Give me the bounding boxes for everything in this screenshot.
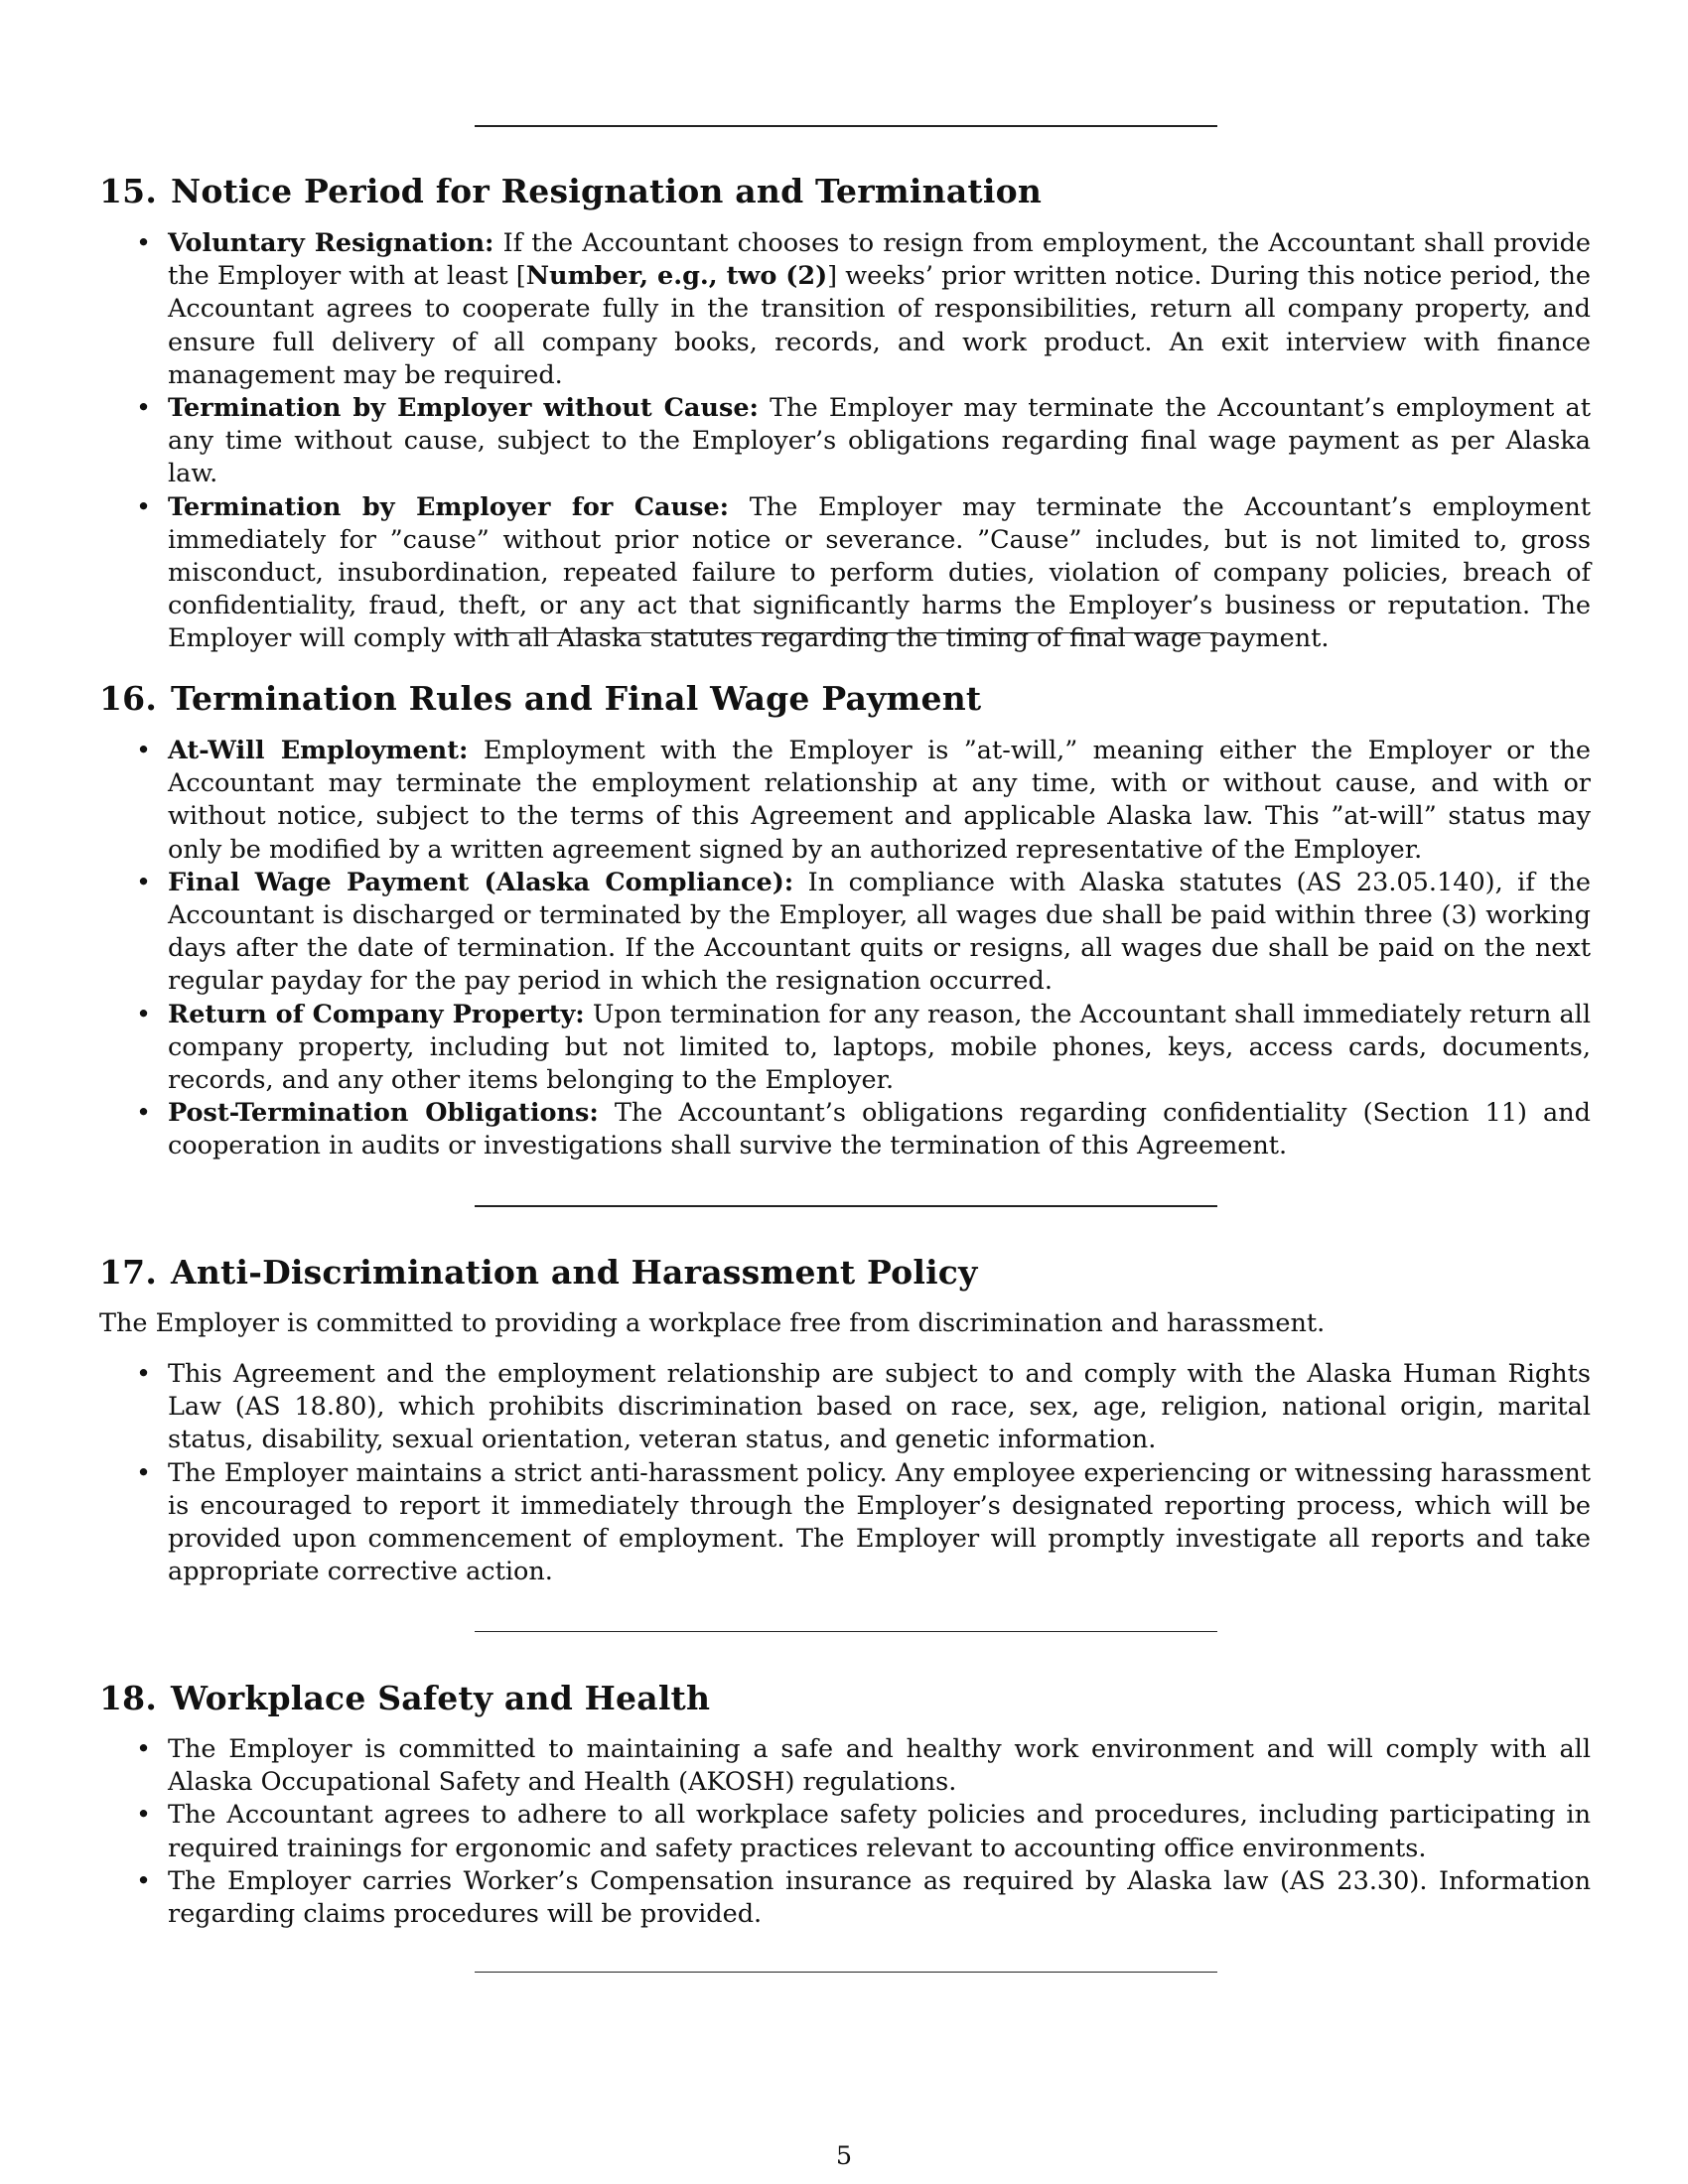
list-item [99, 491, 1591, 656]
section-title: Notice Period for Resignation and Termination [171, 172, 1043, 210]
page-number: 5 [835, 2141, 853, 2171]
section-divider [475, 632, 1217, 633]
list-item: • The Employer is committed to maintaining a safe and healthy work environment and will comply with all Alaska Occupational Safety and Health (AKOSH) regulations. [99, 1733, 1591, 1799]
section-number: 16. [99, 679, 158, 718]
section-heading-15 [99, 172, 1042, 210]
list-item: • The Accountant agrees to adhere to all workplace safety policies and procedures, including participating in required trainings for ergonomic and safety practices relevant to accounting office environments. [99, 1799, 1591, 1864]
section-divider [475, 125, 1217, 127]
list-item [99, 867, 1591, 999]
section-divider [475, 1205, 1217, 1207]
section-15-list [99, 227, 1591, 656]
item-text: Employment with the Employer is ”at-will,” meaning either the Employer or the Accountant may terminate the employment relationship at any time, with or without cause, and with or without notice, subject to the terms of this Agreement and applicable Alaska law. This ”at-will” status may only be modified by a written agreement signed by an authorized representative of the Employer. [168, 736, 1591, 865]
section-intro: The Employer is committed to providing a workplace free from discrimination and harassment. [99, 1308, 1326, 1338]
item-text: ] weeks’ prior written notice. During this notice period, the Accountant agrees to cooperate fully in the transition of responsibilities, return all company property, and ensure full delivery of all company books, records, and work product. An exit interview with finance management may be required. [168, 261, 1592, 390]
section-17-list [99, 1358, 1591, 1588]
item-text: Upon termination for any reason, the Accountant shall immediately return all company property, including but not limited to, laptops, mobile phones, keys, access cards, documents, records, and any other items belonging to the Employer. [168, 999, 1591, 1096]
section-number: 18. [99, 1679, 158, 1717]
item-lead: Termination by Employer without Cause: [168, 393, 759, 424]
section-number: 17. [99, 1253, 158, 1292]
list-item [99, 392, 1591, 491]
section-heading-16 [99, 679, 981, 718]
section-heading-17 [99, 1253, 977, 1292]
section-16-list [99, 735, 1591, 1163]
list-item [99, 1097, 1591, 1162]
section-divider [475, 1972, 1217, 1973]
item-text: The Employer may terminate the Accountant’s employment at any time without cause, subject to the Employer’s obligations regarding final wage payment as per Alaska law. [168, 393, 1591, 489]
section-title: Termination Rules and Final Wage Payment [171, 679, 982, 718]
list-item [99, 999, 1591, 1098]
item-lead: Final Wage Payment (Alaska Compliance): [168, 867, 794, 897]
section-title: Anti-Discrimination and Harassment Policy [171, 1253, 978, 1292]
section-divider [475, 1631, 1217, 1632]
item-text: In compliance with Alaska statutes (AS 23.05.140), if the Accountant is discharged or terminated by the Employer, all wages due shall be paid within three (3) working days after the date of termination. If the Accountant quits or resigns, all wages due shall be paid on the next regular payday for the pay period in which the resignation occurred. [168, 867, 1591, 997]
item-lead: Voluntary Resignation: [168, 228, 494, 258]
item-lead: At-Will Employment: [168, 736, 469, 765]
section-title: Workplace Safety and Health [171, 1679, 711, 1717]
section-18-list [99, 1733, 1591, 1931]
item-lead: Termination by Employer for Cause: [168, 491, 730, 522]
list-item [99, 735, 1591, 867]
item-lead: Post-Termination Obligations: [168, 1098, 599, 1129]
list-item: • The Employer carries Worker’s Compensation insurance as required by Alaska law (AS 23.30). Information regarding claims procedures will be provided. [99, 1865, 1591, 1931]
item-text: The Accountant’s obligations regarding confidentiality (Section 11) and cooperation in audits or investigations shall survive the termination of this Agreement. [168, 1098, 1591, 1161]
item-text: If the Accountant chooses to resign from employment, the Accountant shall provide the Employer with at least [ [168, 228, 1591, 292]
item-lead: Return of Company Property: [168, 999, 585, 1029]
list-item: • This Agreement and the employment relationship are subject to and comply with the Alaska Human Rights Law (AS 18.80), which prohibits discrimination based on race, sex, age, religion, national origin, marital status, disability, sexual orientation, veteran status, and genetic information. [99, 1358, 1591, 1457]
placeholder-value: Number, e.g., two (2) [525, 261, 828, 292]
section-number: 15. [99, 172, 158, 210]
item-text: The Employer may terminate the Accountant’s employment immediately for ”cause” without prior notice or severance. ”Cause” includes, but is not limited to, gross misconduct, insubordination, repeated failure to perform duties, violation of company policies, breach of confidentiality, fraud, theft, or any act that significantly harms the Employer’s business or reputation. The Employer will comply with all Alaska statutes regarding the timing of final wage payment. [168, 491, 1591, 654]
list-item: • The Employer maintains a strict anti-harassment policy. Any employee experiencing or witnessing harassment is encouraged to report it immediately through the Employer’s designated reporting process, which will be provided upon commencement of employment. The Employer will promptly investigate all reports and take appropriate corrective action. [99, 1457, 1591, 1589]
list-item [99, 227, 1591, 392]
section-heading-18 [99, 1679, 710, 1717]
